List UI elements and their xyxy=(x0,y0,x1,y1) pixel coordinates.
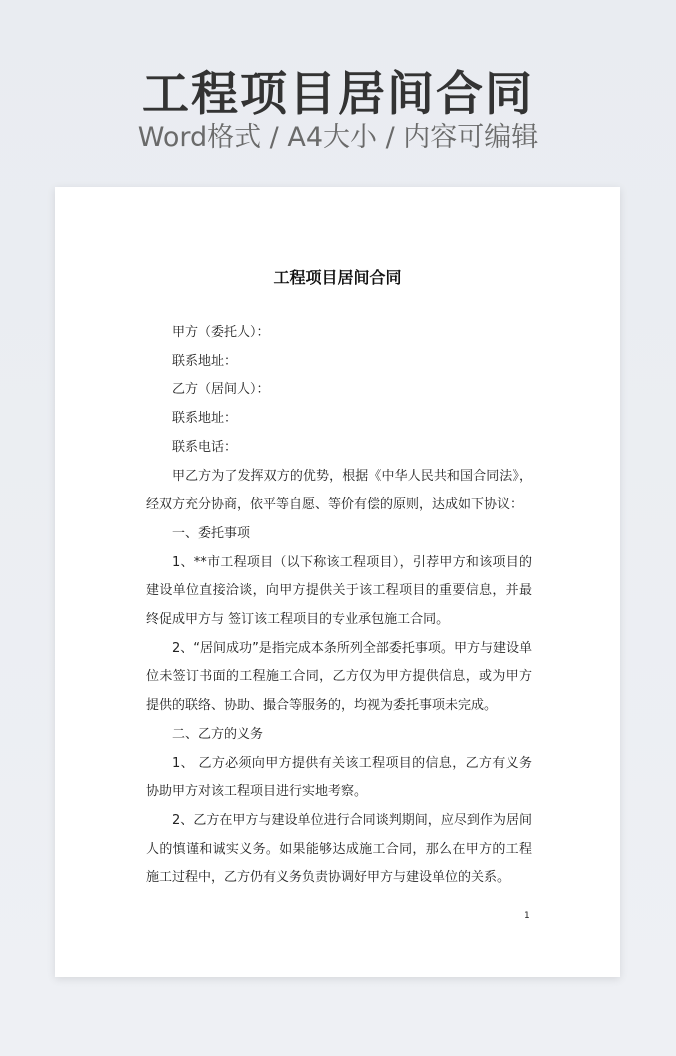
party-b-address-line: 联系地址： xyxy=(172,411,238,427)
page-title: 工程项目居间合同 xyxy=(142,67,534,122)
document-body xyxy=(146,319,532,893)
document-title: 工程项目居间合同 xyxy=(273,268,402,287)
clause-2-1: 1、 乙方必须向甲方提供有关该工程项目的信息，乙方有义务协助甲方对该工程项目进行实地考察。 xyxy=(146,755,532,800)
party-a-address-line: 联系地址： xyxy=(172,353,238,369)
clause-1-1: 1、**市工程项目（以下称该工程项目），引荐甲方和该项目的建设单位直接洽谈，向甲方提供关于该工程项目的重要信息，并最终促成甲方与 签订该工程项目的专业承包施工合同。 xyxy=(146,554,532,628)
page-subtitle: Word格式 / A4大小 / 内容可编辑 xyxy=(137,122,539,153)
preamble-paragraph: 甲乙方为了发挥双方的优势，根据《中华人民共和国合同法》，经双方充分协商，依平等自愿、等价有偿的原则，达成如下协议： xyxy=(146,468,532,513)
section-heading-entrusted-matters: 一、委托事项 xyxy=(172,525,251,541)
party-b-phone-line: 联系电话： xyxy=(172,439,238,455)
page-number: 1 xyxy=(524,911,530,921)
document-page xyxy=(55,187,620,977)
clause-2-2: 2、乙方在甲方与建设单位进行合同谈判期间，应尽到作为居间人的慎谨和诚实义务。如果能够达成施工合同，那么在甲方的工程施工过程中，乙方仍有义务负责协调好甲方与建设单位的关系。 xyxy=(146,812,532,886)
clause-1-2: 2、“居间成功”是指完成本条所列全部委托事项。甲方与建设单位未签订书面的工程施工合同，乙方仅为甲方提供信息，或为甲方提供的联络、协助、撮合等服务的，均视为委托事项未完成。 xyxy=(146,640,532,714)
section-heading-party-b-obligations: 二、乙方的义务 xyxy=(172,726,264,742)
party-b-line: 乙方（居间人）： xyxy=(172,382,270,398)
party-a-line: 甲方（委托人）： xyxy=(172,325,270,340)
